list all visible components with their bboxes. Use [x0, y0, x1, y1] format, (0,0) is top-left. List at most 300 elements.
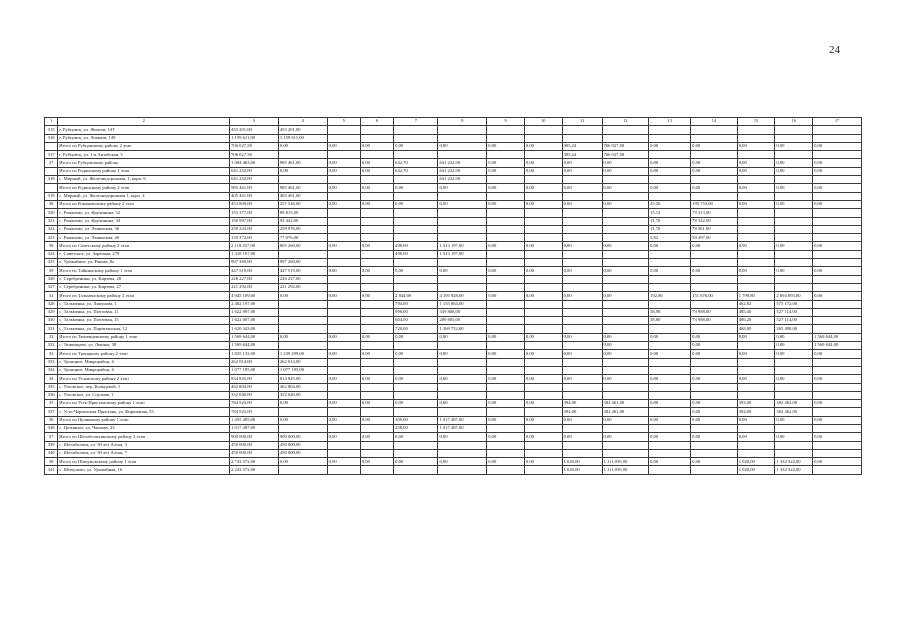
value-cell: 0,00 [438, 267, 487, 275]
value-cell [487, 134, 525, 142]
value-cell [278, 424, 327, 432]
value-cell: 706 027,58 [230, 142, 279, 150]
value-cell: 720,00 [394, 325, 438, 333]
value-cell [278, 308, 327, 316]
value-cell: 2 743 372,00 [230, 458, 279, 466]
value-cell: 641 232,00 [230, 176, 279, 184]
value-cell [691, 126, 738, 134]
value-cell [487, 176, 525, 184]
value-cell: 1 111 050,00 [602, 466, 649, 474]
value-cell [524, 358, 562, 366]
table-row [45, 366, 862, 374]
value-cell: 289 805,00 [438, 317, 487, 325]
value-cell: 382 461,00 [602, 400, 649, 408]
value-cell: 1 332 322,00 [775, 466, 813, 474]
value-cell [394, 217, 438, 225]
row-number-cell [45, 142, 58, 150]
value-cell: 0,00 [278, 416, 327, 424]
value-cell: 0,00 [524, 416, 562, 424]
value-cell [737, 192, 775, 200]
value-cell [327, 424, 360, 432]
value-cell [438, 408, 487, 416]
value-cell [813, 134, 862, 142]
address-cell: с. Шипуново, ул. Урожайная, 16 [58, 466, 230, 474]
value-cell: 527 114,00 [775, 308, 813, 316]
value-cell [278, 408, 327, 416]
value-cell [602, 283, 649, 291]
value-cell: 0,00 [691, 167, 738, 175]
column-header: 8 [438, 118, 487, 126]
value-cell [813, 217, 862, 225]
value-cell: 997 260,00 [230, 259, 279, 267]
value-cell: 221 292,00 [230, 283, 279, 291]
value-cell [737, 126, 775, 134]
value-cell [649, 259, 691, 267]
value-cell [813, 275, 862, 283]
address-cell: с. Мирный, ул. Железнодорожная, 1, корп. 6 [58, 176, 230, 184]
value-cell [602, 317, 649, 325]
value-cell: 0,00 [737, 350, 775, 358]
value-cell: 352 040,00 [230, 391, 279, 399]
table-row [45, 441, 862, 449]
value-cell: 0,00 [360, 142, 393, 150]
value-cell [438, 151, 487, 159]
value-cell: 0,00 [775, 200, 813, 208]
value-cell: 1 313 197,00 [438, 242, 487, 250]
value-cell: 0,00 [394, 375, 438, 383]
value-cell: 0,00 [775, 342, 813, 350]
value-cell: 0,00 [691, 408, 738, 416]
value-cell [394, 209, 438, 217]
value-cell [737, 424, 775, 432]
row-number-cell: 37 [45, 433, 58, 441]
value-cell [813, 391, 862, 399]
address-cell: с. Серебреники, ул. Кирзева, 27 [58, 283, 230, 291]
value-cell [602, 176, 649, 184]
value-cell: 1 159 611,00 [230, 134, 279, 142]
row-number-cell: 37 [45, 159, 58, 167]
value-cell: 0,00 [438, 400, 487, 408]
value-cell: 0,00 [278, 333, 327, 341]
row-number-cell: 34 [45, 375, 58, 383]
value-cell: 0,00 [394, 142, 438, 150]
value-cell [775, 126, 813, 134]
value-cell [775, 217, 813, 225]
value-cell: 0,00 [438, 333, 487, 341]
value-cell [562, 449, 602, 457]
value-cell [278, 466, 327, 474]
value-cell: 900 000,00 [230, 433, 279, 441]
table-row [45, 358, 862, 366]
value-cell: 0,00 [394, 267, 438, 275]
value-cell [278, 250, 327, 258]
value-cell: 0,00 [394, 350, 438, 358]
value-cell: 1 077 185,00 [230, 366, 279, 374]
value-cell: 575 172,00 [775, 300, 813, 308]
value-cell: 0,00 [278, 167, 327, 175]
address-cell: с. Романово, ул. Кручинина, 34 [58, 217, 230, 225]
address-cell: с. Советское, ул. Заречная, 278 [58, 250, 230, 258]
value-cell [775, 275, 813, 283]
value-cell: 221 292,00 [278, 283, 327, 291]
value-cell [775, 391, 813, 399]
value-cell: 706 027,58 [602, 142, 649, 150]
value-cell [327, 126, 360, 134]
value-cell [562, 308, 602, 316]
table-row [45, 142, 862, 150]
value-cell [649, 391, 691, 399]
value-cell [360, 283, 393, 291]
value-cell [360, 151, 393, 159]
value-cell: 0,00 [327, 159, 360, 167]
value-cell: 453 201,00 [230, 126, 279, 134]
value-cell: 0,00 [524, 184, 562, 192]
value-cell: 1 077 185,00 [278, 366, 327, 374]
column-header: 11 [562, 118, 602, 126]
value-cell: 1 569 644,00 [230, 342, 279, 350]
column-header: 2 [58, 118, 230, 126]
value-cell [327, 134, 360, 142]
value-cell: 0,00 [737, 416, 775, 424]
table-row [45, 466, 862, 474]
value-cell: 1 313 197,00 [438, 250, 487, 258]
value-cell [737, 250, 775, 258]
value-cell [487, 466, 525, 474]
value-cell: 0,00 [602, 433, 649, 441]
value-cell: 642,70 [394, 167, 438, 175]
value-cell: 11,70 [649, 225, 691, 233]
value-cell: 305,24 [562, 142, 602, 150]
value-cell: 1 569 644,00 [230, 333, 279, 341]
value-cell [813, 441, 862, 449]
value-cell: 997 260,00 [278, 259, 327, 267]
value-cell [737, 449, 775, 457]
value-cell [737, 259, 775, 267]
value-cell: 0,00 [438, 433, 487, 441]
value-cell [487, 283, 525, 291]
table-row [45, 458, 862, 466]
value-cell: 0,00 [438, 200, 487, 208]
column-header: 4 [278, 118, 327, 126]
value-cell [691, 441, 738, 449]
value-cell: 77 076,00 [278, 234, 327, 242]
table-row [45, 184, 862, 192]
row-number-cell: 329 [45, 308, 58, 316]
value-cell: 706 027,58 [602, 151, 649, 159]
row-number-cell [45, 167, 58, 175]
value-cell: 11,70 [649, 217, 691, 225]
address-cell: с. Урожайное, ул. Ракова, 8а [58, 259, 230, 267]
value-cell [524, 283, 562, 291]
value-cell: 0,00 [691, 242, 738, 250]
value-cell: 0,00 [813, 433, 862, 441]
value-cell: 0,00 [327, 433, 360, 441]
value-cell [813, 449, 862, 457]
value-cell: 0,00 [737, 159, 775, 167]
value-cell: 0,00 [360, 375, 393, 383]
value-cell: 1 369 752,00 [438, 325, 487, 333]
value-cell [438, 449, 487, 457]
value-cell [691, 383, 738, 391]
value-cell: 0,00 [524, 167, 562, 175]
value-cell: 0,00 [602, 167, 649, 175]
value-cell [278, 151, 327, 159]
row-number-cell: 337 [45, 408, 58, 416]
value-cell [487, 366, 525, 374]
value-cell [562, 250, 602, 258]
value-cell [438, 283, 487, 291]
value-cell: 1 017 487,00 [438, 416, 487, 424]
value-cell: 805 260,00 [278, 242, 327, 250]
value-cell: 405 461,00 [230, 192, 279, 200]
value-cell [602, 441, 649, 449]
value-cell [737, 151, 775, 159]
value-cell [438, 234, 487, 242]
value-cell: 0,00 [360, 416, 393, 424]
value-cell [775, 151, 813, 159]
value-cell [327, 308, 360, 316]
value-cell [562, 134, 602, 142]
value-cell: 1 155 864,00 [438, 300, 487, 308]
value-cell [813, 176, 862, 184]
value-cell [813, 151, 862, 159]
value-cell [813, 234, 862, 242]
value-cell [775, 176, 813, 184]
value-cell [327, 358, 360, 366]
value-cell: 0,00 [360, 184, 393, 192]
value-cell: 0,00 [360, 292, 393, 300]
value-cell [649, 466, 691, 474]
column-header: 15 [737, 118, 775, 126]
value-cell: 259 976,00 [278, 225, 327, 233]
column-header: 16 [775, 118, 813, 126]
value-cell: 394,00 [562, 400, 602, 408]
table-row [45, 259, 862, 267]
value-cell: 226 227,00 [230, 275, 279, 283]
value-cell: 0,00 [602, 350, 649, 358]
value-cell [487, 358, 525, 366]
value-cell: 0,00 [737, 267, 775, 275]
value-cell [487, 259, 525, 267]
value-cell [813, 126, 862, 134]
table-row [45, 424, 862, 432]
table-row [45, 292, 862, 300]
value-cell: 2 694 893,00 [775, 292, 813, 300]
row-number-cell: 316 [45, 134, 58, 142]
table-row [45, 234, 862, 242]
value-cell [327, 466, 360, 474]
value-cell [360, 134, 393, 142]
value-cell: 641 232,00 [438, 167, 487, 175]
value-cell [394, 275, 438, 283]
value-cell: 0,00 [775, 375, 813, 383]
value-cell: 0,00 [327, 292, 360, 300]
address-cell: с. Шелаболиха, ул. 50 лет Алтая, 7 [58, 449, 230, 457]
value-cell: 1 569 644,00 [813, 333, 862, 341]
value-cell: 0,00 [562, 350, 602, 358]
value-cell [524, 317, 562, 325]
value-cell: 1 084 463,00 [230, 159, 279, 167]
value-cell: 15,12 [649, 209, 691, 217]
value-cell: 0,00 [278, 142, 327, 150]
value-cell: 0,00 [691, 416, 738, 424]
value-cell [649, 408, 691, 416]
value-cell [813, 325, 862, 333]
value-cell: 0,00 [775, 184, 813, 192]
data-table [44, 117, 862, 475]
value-cell [327, 441, 360, 449]
value-cell [737, 225, 775, 233]
value-cell: 450 000,00 [278, 441, 327, 449]
value-cell [327, 317, 360, 325]
value-cell: 0,00 [813, 184, 862, 192]
value-cell [602, 366, 649, 374]
table-row [45, 283, 862, 291]
value-cell: 0,00 [487, 375, 525, 383]
value-cell [438, 466, 487, 474]
value-cell [562, 366, 602, 374]
column-header: 9 [487, 118, 525, 126]
value-cell: 0,00 [562, 292, 602, 300]
value-cell [649, 275, 691, 283]
value-cell [775, 283, 813, 291]
value-cell: 0,00 [360, 242, 393, 250]
value-cell [524, 366, 562, 374]
value-cell: 394,00 [737, 400, 775, 408]
value-cell: 0,00 [394, 458, 438, 466]
value-cell: 0,00 [394, 433, 438, 441]
value-cell [394, 358, 438, 366]
address-cell: г. Рубцовск, ул. Локшин, 149 [58, 134, 230, 142]
value-cell [602, 209, 649, 217]
table-body [45, 118, 862, 475]
value-cell: 195 753,00 [691, 200, 738, 208]
address-cell: с. Угловское, ул. Спутник, 1 [58, 391, 230, 399]
value-cell: 89 815,00 [278, 209, 327, 217]
value-cell [360, 259, 393, 267]
address-cell: с. Мирный, ул. Железнодорожная 1, корп. 4 [58, 192, 230, 200]
value-cell: 192,86 [649, 292, 691, 300]
value-cell [327, 342, 360, 350]
value-cell [691, 275, 738, 283]
value-cell [394, 391, 438, 399]
value-cell: 394,00 [737, 408, 775, 416]
value-cell: 226 227,00 [278, 275, 327, 283]
value-cell: 706 027,58 [230, 151, 279, 159]
address-cell: с. Тальменка, ул. Ликунова, 1 [58, 300, 230, 308]
value-cell [487, 126, 525, 134]
value-cell [524, 325, 562, 333]
value-cell: 1 017 487,00 [438, 424, 487, 432]
value-cell [562, 209, 602, 217]
value-cell [524, 300, 562, 308]
address-cell: с. Шелаболиха, ул. 50 лет Алтая, 3 [58, 441, 230, 449]
value-cell: 641 232,00 [438, 176, 487, 184]
value-cell [438, 126, 487, 134]
value-cell: 0,00 [487, 167, 525, 175]
value-cell: 1 569 644,00 [813, 342, 862, 350]
value-cell: 0,00 [487, 242, 525, 250]
row-number-cell: 38 [45, 458, 58, 466]
value-cell: 0,00 [737, 142, 775, 150]
value-cell: 0,00 [813, 416, 862, 424]
value-cell: 0,00 [649, 416, 691, 424]
value-cell: 0,00 [524, 292, 562, 300]
row-number-cell: 339 [45, 441, 58, 449]
value-cell: 0,00 [691, 375, 738, 383]
row-number-cell: 327 [45, 283, 58, 291]
value-cell: 0,00 [649, 184, 691, 192]
row-number-cell: 35 [45, 400, 58, 408]
value-cell: 0,00 [394, 200, 438, 208]
value-cell [813, 300, 862, 308]
value-cell: 1 622 007,00 [230, 317, 279, 325]
value-cell: 0,00 [602, 267, 649, 275]
value-cell: 0,00 [649, 167, 691, 175]
table-row [45, 433, 862, 441]
value-cell: 0,00 [394, 184, 438, 192]
value-cell [691, 366, 738, 374]
value-cell: 0,00 [737, 200, 775, 208]
value-cell: 0,00 [813, 142, 862, 150]
value-cell: 0,00 [487, 159, 525, 167]
value-cell [524, 234, 562, 242]
value-cell [775, 358, 813, 366]
table-row [45, 225, 862, 233]
column-header: 10 [524, 118, 562, 126]
column-header: 17 [813, 118, 862, 126]
table-row [45, 159, 862, 167]
value-cell: 0,00 [524, 333, 562, 341]
row-number-cell: 341 [45, 466, 58, 474]
value-cell [562, 192, 602, 200]
value-cell: 405 461,00 [278, 192, 327, 200]
value-cell: 0,00 [278, 292, 327, 300]
value-cell: 0,00 [775, 267, 813, 275]
value-cell [691, 424, 738, 432]
value-cell [360, 217, 393, 225]
value-cell [278, 176, 327, 184]
value-cell: 0,00 [691, 267, 738, 275]
value-cell: 0,00 [327, 458, 360, 466]
value-cell: 153 377,00 [230, 209, 279, 217]
value-cell [438, 209, 487, 217]
value-cell [487, 275, 525, 283]
value-cell: 0,00 [562, 333, 602, 341]
row-number-cell: 38 [45, 200, 58, 208]
value-cell: 0,00 [487, 333, 525, 341]
table-row [45, 391, 862, 399]
address-cell: Итого по Родинскому району 1 этап [58, 167, 230, 175]
address-cell: с. Тальменка, ул. Почтовая, 15 [58, 317, 230, 325]
value-cell: 0,00 [487, 433, 525, 441]
value-cell: 0,00 [775, 333, 813, 341]
value-cell: 900 000,00 [278, 433, 327, 441]
value-cell: 0,00 [737, 167, 775, 175]
row-number-cell: 321 [45, 217, 58, 225]
value-cell: 0,00 [562, 433, 602, 441]
value-cell [438, 383, 487, 391]
value-cell: 642,70 [394, 159, 438, 167]
value-cell [487, 192, 525, 200]
value-cell: 527 114,00 [775, 317, 813, 325]
row-number-cell: 33 [45, 350, 58, 358]
value-cell [394, 342, 438, 350]
value-cell [524, 176, 562, 184]
value-cell [394, 234, 438, 242]
value-cell [394, 126, 438, 134]
address-cell: г. Рубцовск, ул. 1-я Антейская, 3 [58, 151, 230, 159]
